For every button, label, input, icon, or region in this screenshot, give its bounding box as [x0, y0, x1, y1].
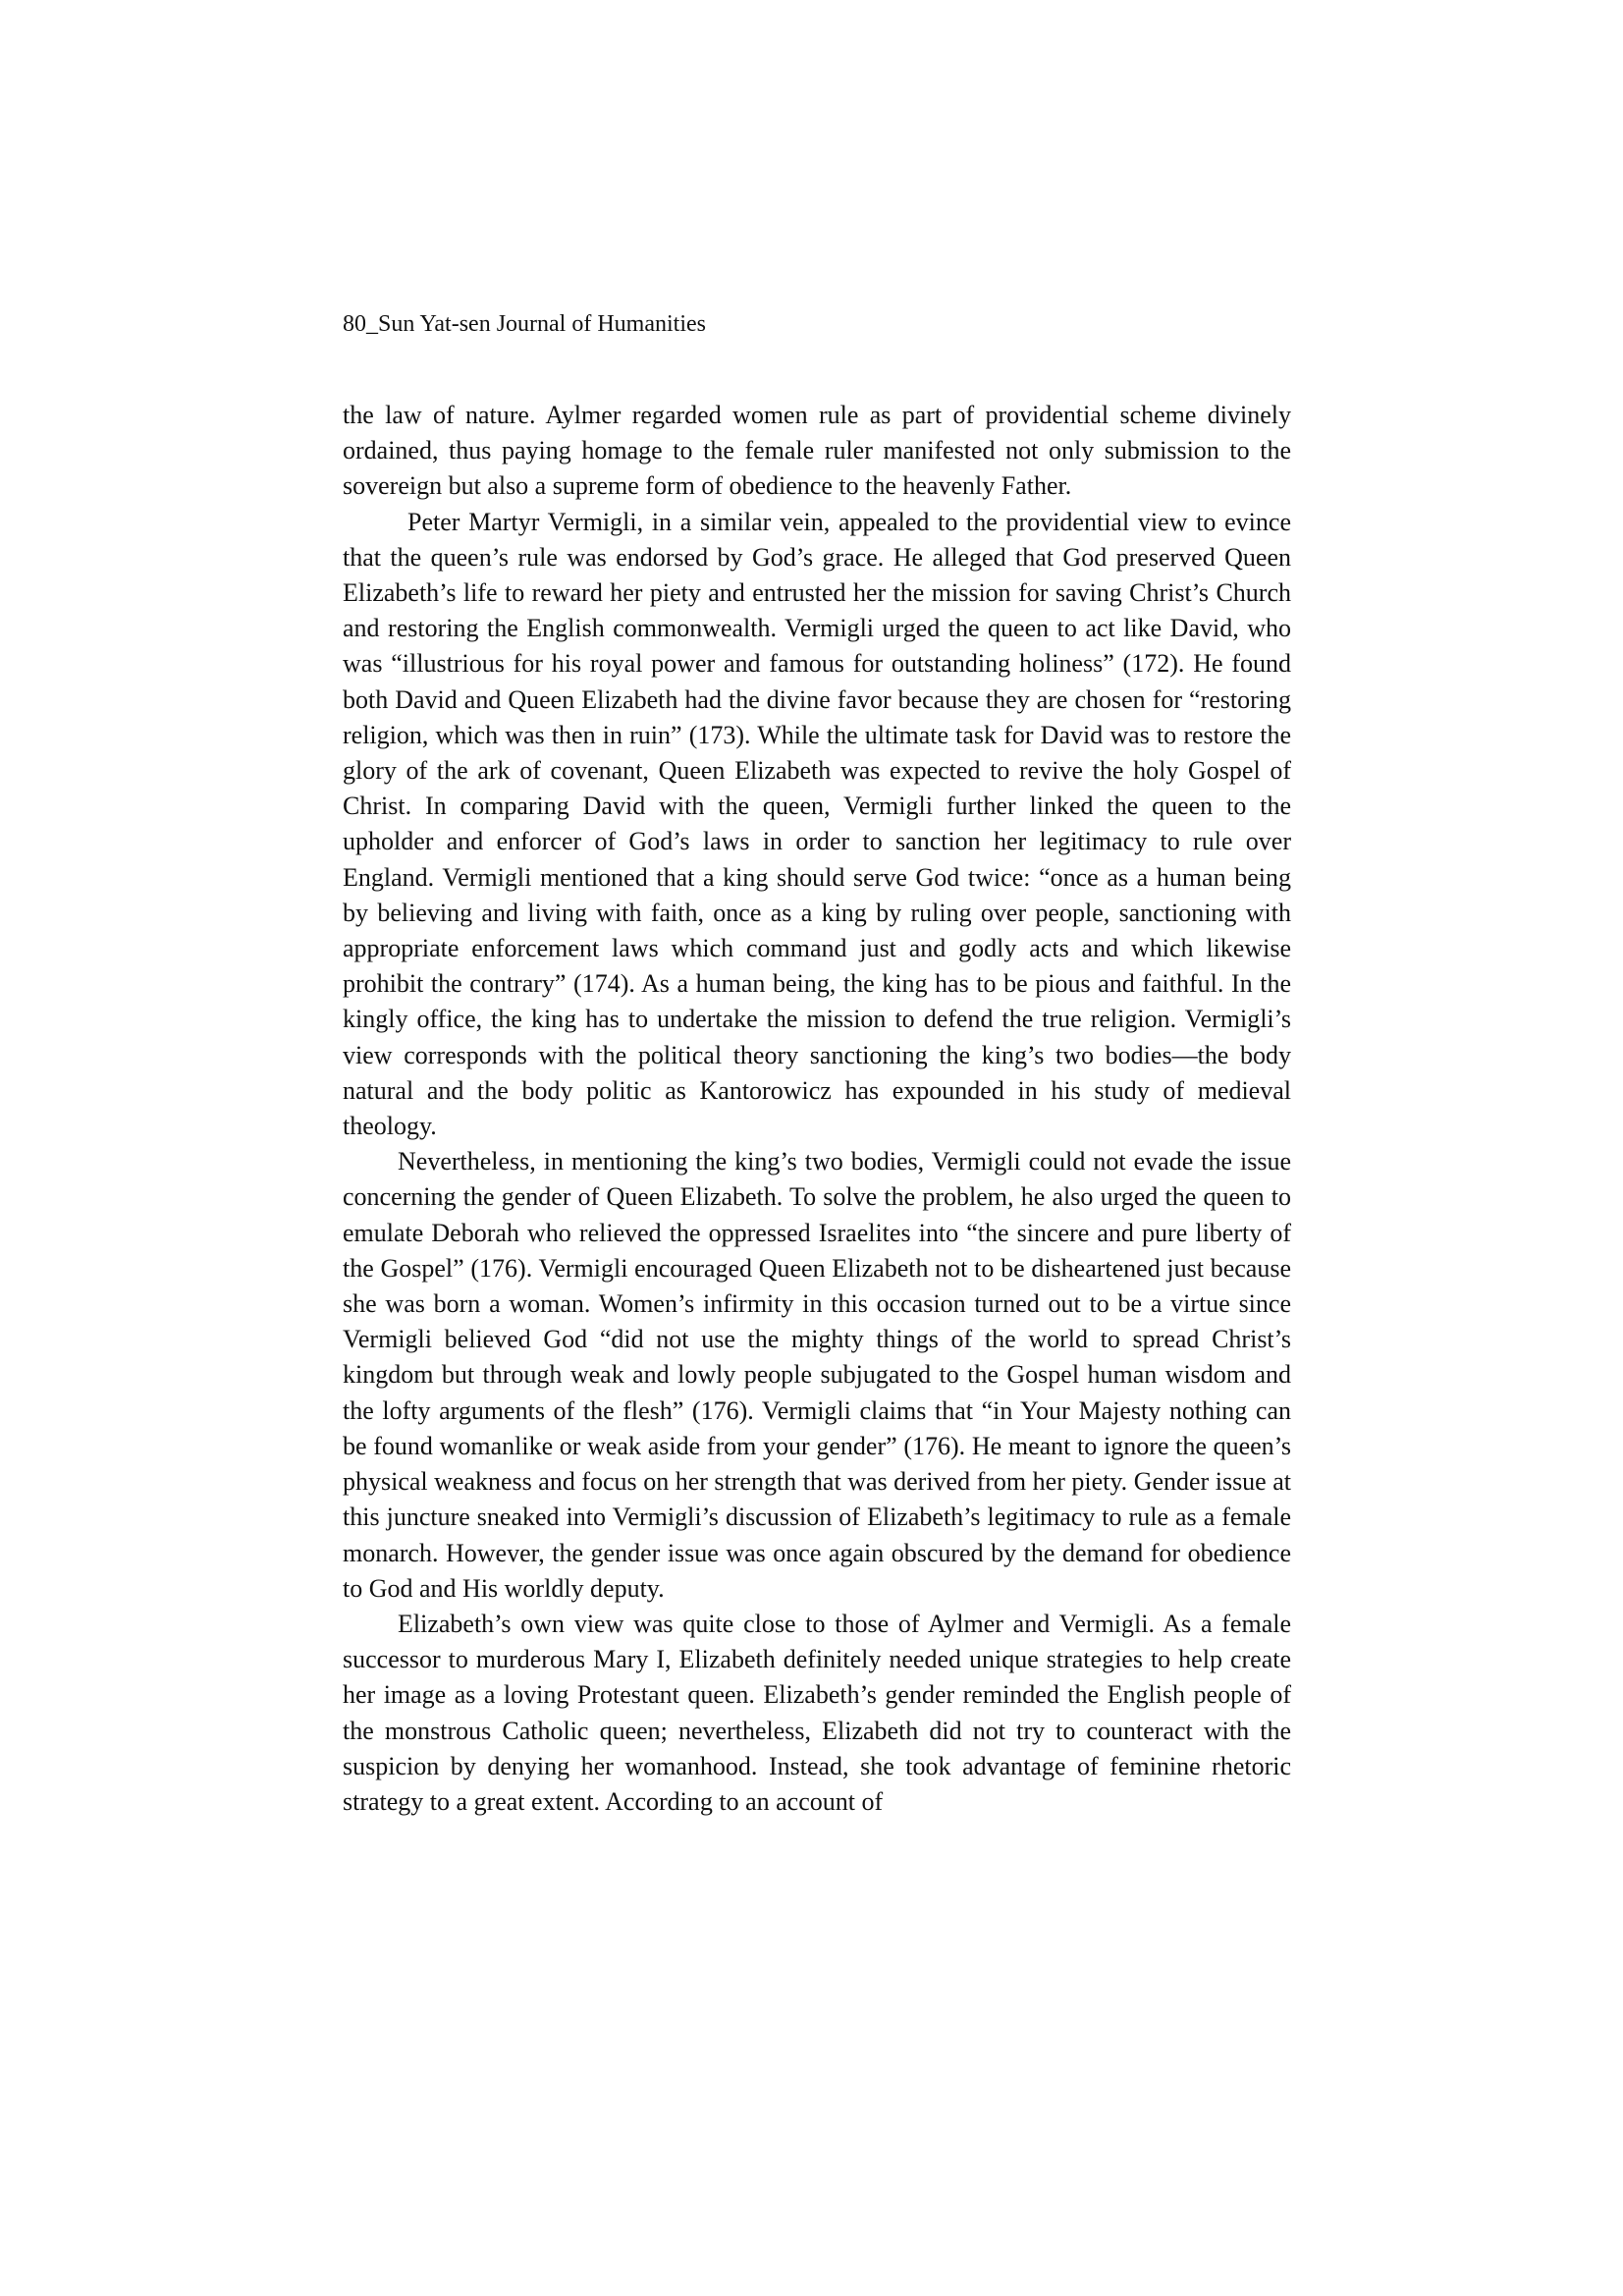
body-text [343, 398, 1291, 1820]
paragraph-4: Elizabeth’s own view was quite close to those of Aylmer and Vermigli. As a female successor to murderous Mary I, Elizabeth definitely needed unique strategies to help create her image as a loving Protestant queen. Elizabeth’s gender reminded the English people of the monstrous Catholic queen; nevertheless, Elizabeth did not try to counteract with the suspicion by denying her womanhood. Instead, she took advantage of feminine rhetoric strategy to a great extent. According to an account of [343, 1609, 1291, 1816]
paragraph-3: Nevertheless, in mentioning the king’s two bodies, Vermigli could not evade the issue concerning the gender of Queen Elizabeth. To solve the problem, he also urged the queen to emulate Deborah who relieved the oppressed Israelites into “the sincere and pure liberty of the Gospel” (176). Vermigli encouraged Queen Elizabeth not to be disheartened just because she was born a woman. Women’s infirmity in this occasion turned out to be a virtue since Vermigli believed God “did not use the mighty things of the world to spread Christ’s kingdom but through weak and lowly people subjugated to the Gospel human wisdom and the lofty arguments of the flesh” (176). Vermigli claims that “in Your Majesty nothing can be found womanlike or weak aside from your gender” (176). He meant to ignore the queen’s physical weakness and focus on her strength that was derived from her piety. Gender issue at this juncture sneaked into Vermigli’s discussion of Elizabeth’s legitimacy to rule as a female monarch. However, the gender issue was once again obscured by the demand for obedience to God and His worldly deputy. [343, 1147, 1291, 1603]
paragraph-2: Peter Martyr Vermigli, in a similar vein, appealed to the providential view to evince that the queen’s rule was endorsed by God’s grace. He alleged that God preserved Queen Elizabeth’s life to reward her piety and entrusted her the mission for saving Christ’s Church and restoring the English commonwealth. Vermigli urged the queen to act like David, who was “illustrious for his royal power and famous for outstanding holiness” (172). He found both David and Queen Elizabeth had the divine favor because they are chosen for “restoring religion, which was then in ruin” (173). While the ultimate task for David was to restore the glory of the ark of covenant, Queen Elizabeth was expected to revive the holy Gospel of Christ. In comparing David with the queen, Vermigli further linked the queen to the upholder and enforcer of God’s laws in order to sanction her legitimacy to rule over England. Vermigli mentioned that a king should serve God twice: “once as a human being by believing and living with faith, once as a king by ruling over people, sanctioning with appropriate enforcement laws which command just and godly acts and which likewise prohibit the contrary” (174). As a human being, the king has to be pious and faithful. In the kingly office, the king has to undertake the mission to defend the true religion. Vermigli’s view corresponds with the political theory sanctioning the king’s two bodies—the body natural and the body politic as Kantorowicz has expounded in his study of medieval theology. [343, 507, 1291, 1141]
running-header: 80_Sun Yat-sen Journal of Humanities [343, 311, 706, 337]
paragraph-1: the law of nature. Aylmer regarded women rule as part of providential scheme divinely ordained, thus paying homage to the female ruler manifested not only submission to the sovereign but also a supreme form of obedience to the heavenly Father. [343, 401, 1291, 501]
